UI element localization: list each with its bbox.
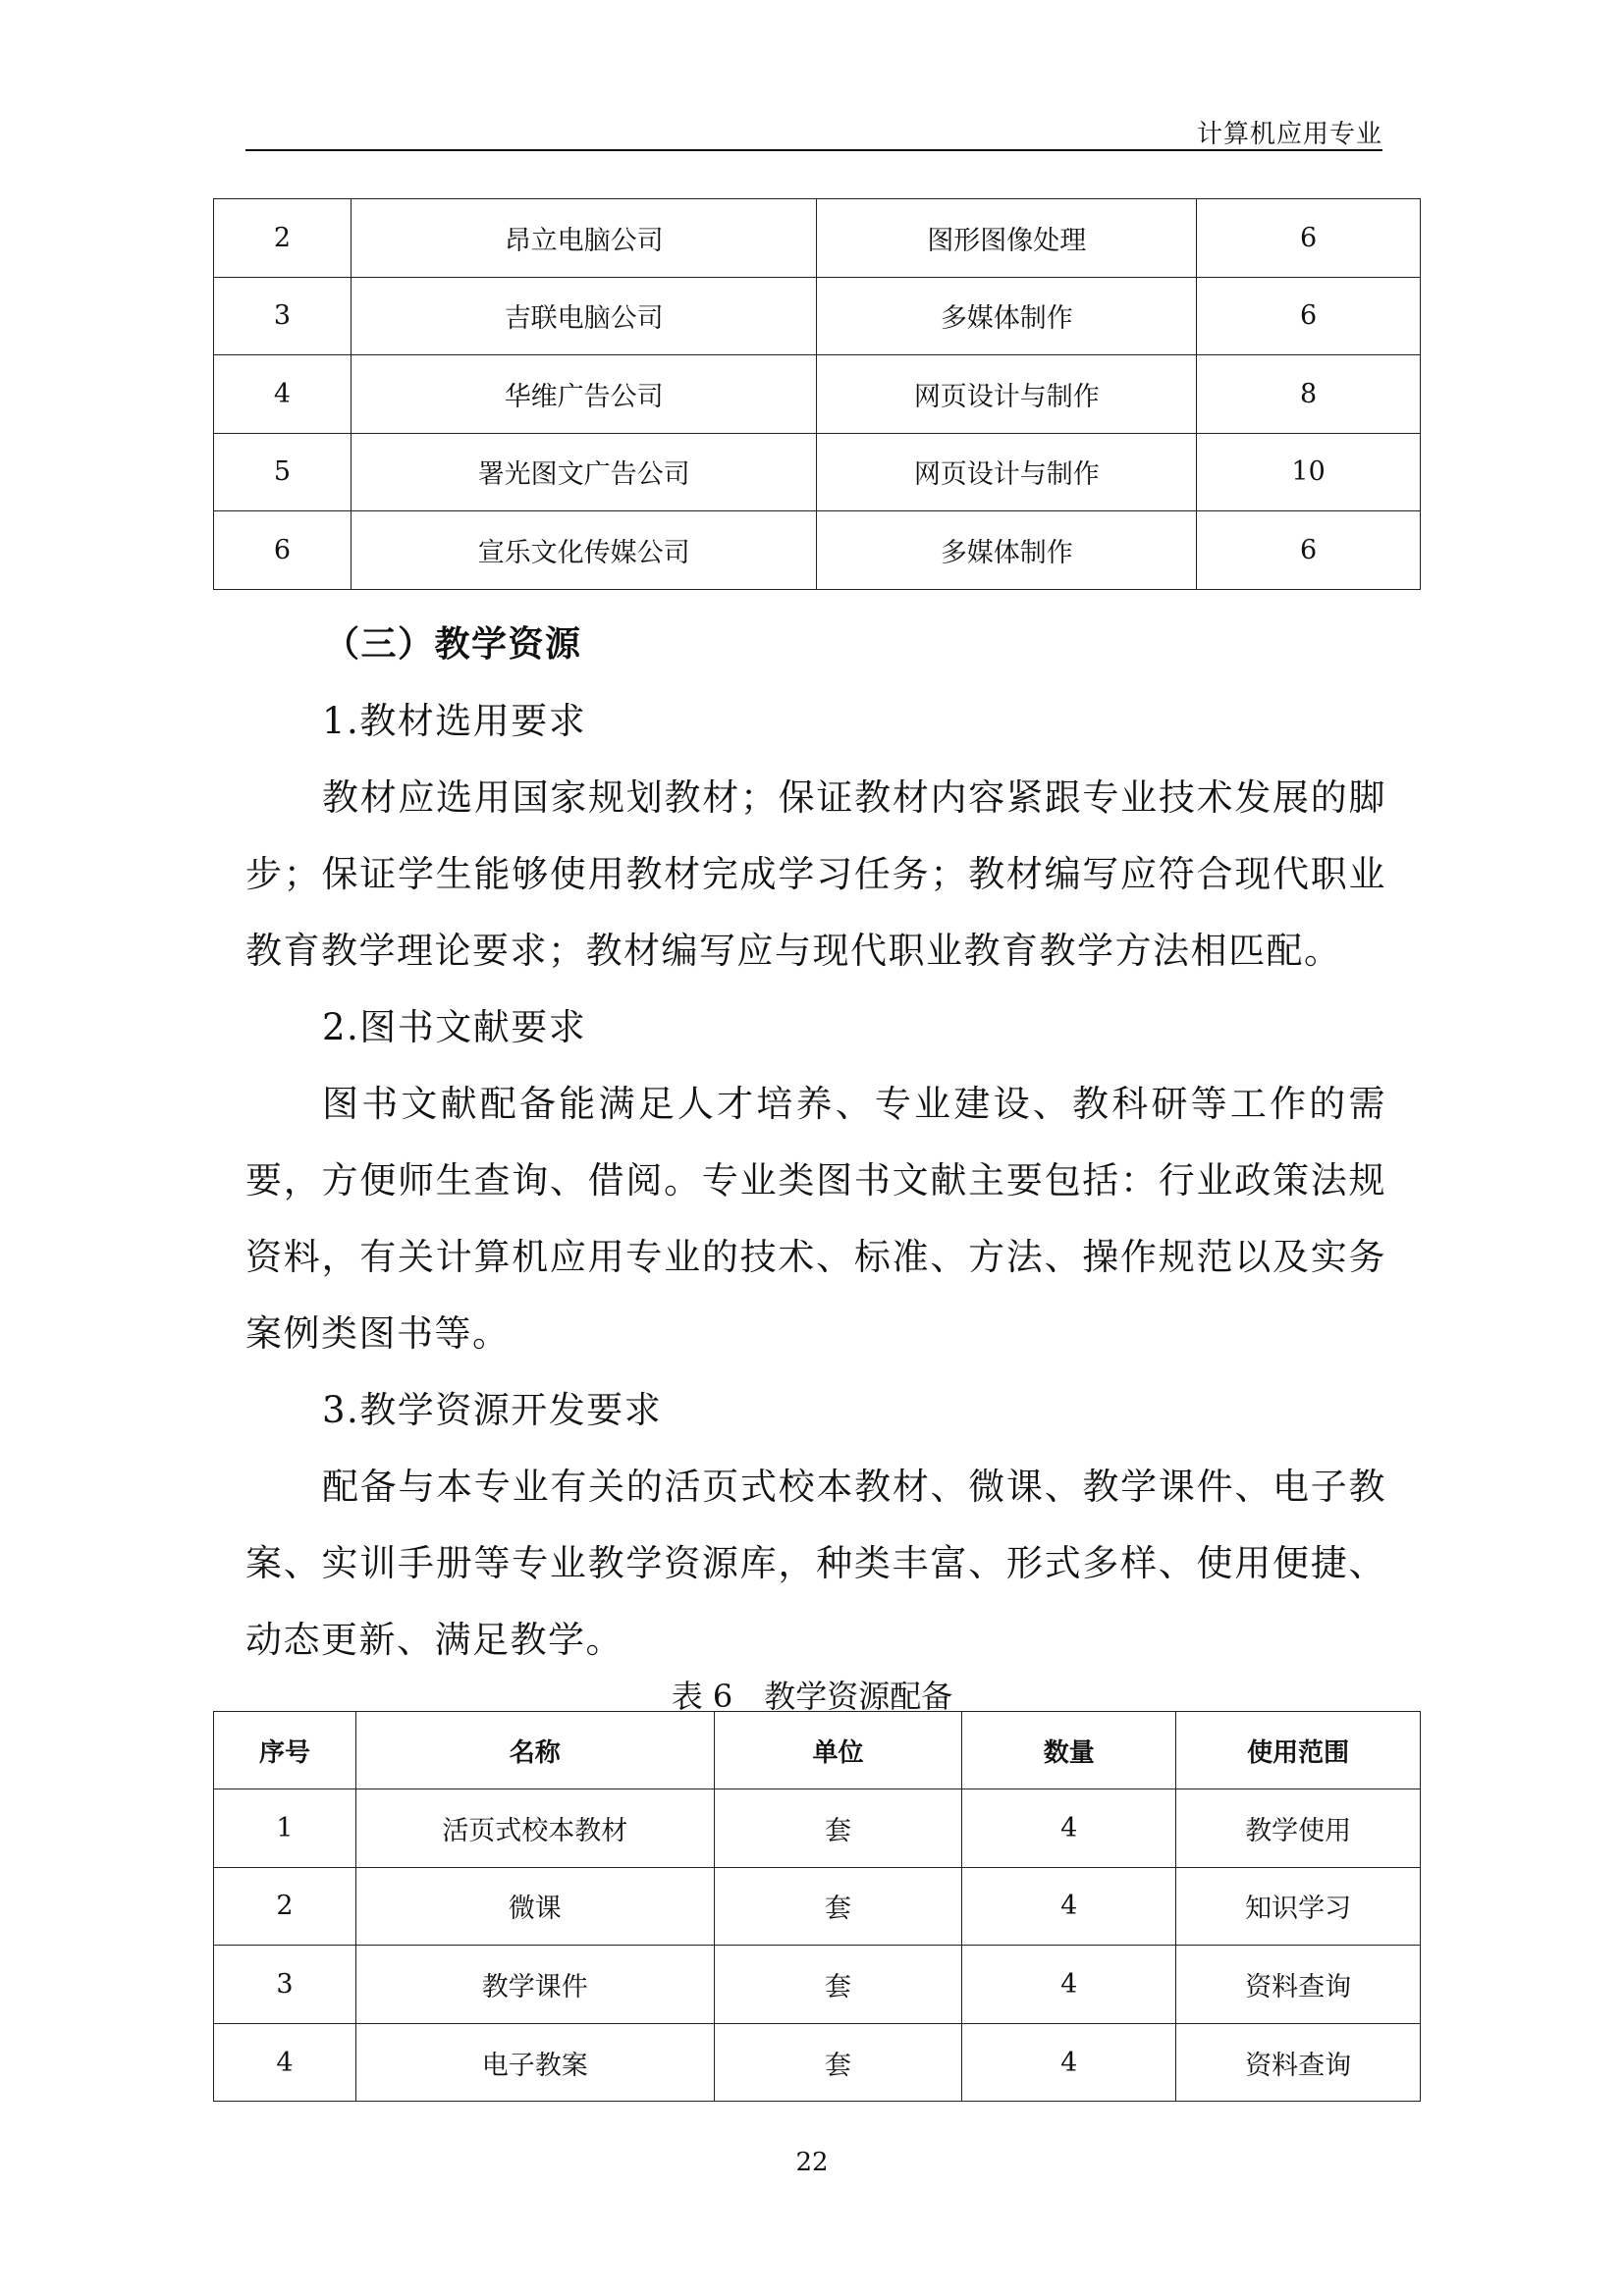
table-cell: 知识学习: [1176, 1867, 1421, 1946]
table-cell: 网页设计与制作: [817, 433, 1197, 511]
table-cell: 套: [714, 1789, 962, 1868]
table-cell: 套: [714, 1867, 962, 1946]
table-cell: 3: [214, 1946, 356, 2024]
table-cell: 网页设计与制作: [817, 355, 1197, 434]
page-number: 22: [795, 2148, 829, 2177]
table-cell: 10: [1197, 433, 1421, 511]
table-row: [214, 199, 1421, 278]
table-cell: 5: [214, 433, 352, 511]
table-cell: 6: [214, 511, 352, 590]
table-row: [214, 1867, 1421, 1946]
header-divider: [245, 149, 1382, 151]
table-cell: 8: [1197, 355, 1421, 434]
table-cell: 多媒体制作: [817, 511, 1197, 590]
column-header: 使用范围: [1176, 1712, 1421, 1789]
table-header-row: [214, 1712, 1421, 1789]
table-row: [214, 355, 1421, 434]
table-cell: 套: [714, 2023, 962, 2102]
table-cell: 微课: [355, 1867, 714, 1946]
table-cell: 6: [1197, 277, 1421, 355]
table-cell: 1: [214, 1789, 356, 1868]
paragraph: 教材应选用国家规划教材；保证教材内容紧跟专业技术发展的脚步；保证学生能够使用教材完成学习任务；教材编写应符合现代职业教育教学理论要求；教材编写应与现代职业教育教学方法相匹配。: [245, 776, 1386, 972]
enterprise-table: [213, 198, 1421, 590]
table-row: [214, 1789, 1421, 1868]
table-cell: 图形图像处理: [817, 199, 1197, 278]
table-cell: 2: [214, 199, 352, 278]
header-title: 计算机应用专业: [1196, 120, 1382, 149]
table-cell: 4: [214, 2023, 356, 2102]
table-row: [214, 1946, 1421, 2024]
table-cell: 活页式校本教材: [355, 1789, 714, 1868]
table-cell: 6: [1197, 199, 1421, 278]
resource-table: [213, 1711, 1421, 2102]
table-row: [214, 433, 1421, 511]
table-cell: 电子教案: [355, 2023, 714, 2102]
table-cell: 教学使用: [1176, 1789, 1421, 1868]
table-cell: 昂立电脑公司: [351, 199, 817, 278]
table-cell: 2: [214, 1867, 356, 1946]
table-cell: 多媒体制作: [817, 277, 1197, 355]
column-header: 序号: [214, 1712, 356, 1789]
table-cell: 3: [214, 277, 352, 355]
section-heading: （三）教学资源: [324, 624, 582, 665]
table-cell: 资料查询: [1176, 1946, 1421, 2024]
table-caption: 表 6 教学资源配备: [671, 1678, 953, 1715]
page-header: [245, 110, 1382, 151]
table-cell: 6: [1197, 511, 1421, 590]
paragraph: 配备与本专业有关的活页式校本教材、微课、教学课件、电子教案、实训手册等专业教学资源库，种类丰富、形式多样、使用便捷、动态更新、满足教学。: [245, 1466, 1386, 1661]
subsection-title: 3.教学资源开发要求: [322, 1389, 663, 1431]
table-cell: 教学课件: [355, 1946, 714, 2024]
table-cell: 华维广告公司: [351, 355, 817, 434]
column-header: 名称: [355, 1712, 714, 1789]
table-cell: 4: [962, 2023, 1176, 2102]
table-cell: 4: [962, 1867, 1176, 1946]
table-cell: 4: [962, 1789, 1176, 1868]
section-body: [245, 607, 1386, 1679]
table-cell: 套: [714, 1946, 962, 2024]
table-cell: 资料查询: [1176, 2023, 1421, 2102]
table-cell: 4: [962, 1946, 1176, 2024]
paragraph: 图书文献配备能满足人才培养、专业建设、教科研等工作的需要，方便师生查询、借阅。专业类图书文献主要包括：行业政策法规资料，有关计算机应用专业的技术、标准、方法、操作规范以及实务案例类图书等。: [245, 1083, 1386, 1355]
table-cell: 宣乐文化传媒公司: [351, 511, 817, 590]
table-row: [214, 2023, 1421, 2102]
table-row: [214, 511, 1421, 590]
table-cell: 4: [214, 355, 352, 434]
subsection-title: 1.教材选用要求: [322, 700, 587, 742]
column-header: 数量: [962, 1712, 1176, 1789]
table-row: [214, 277, 1421, 355]
table-cell: 吉联电脑公司: [351, 277, 817, 355]
column-header: 单位: [714, 1712, 962, 1789]
subsection-title: 2.图书文献要求: [322, 1006, 587, 1048]
table-cell: 署光图文广告公司: [351, 433, 817, 511]
